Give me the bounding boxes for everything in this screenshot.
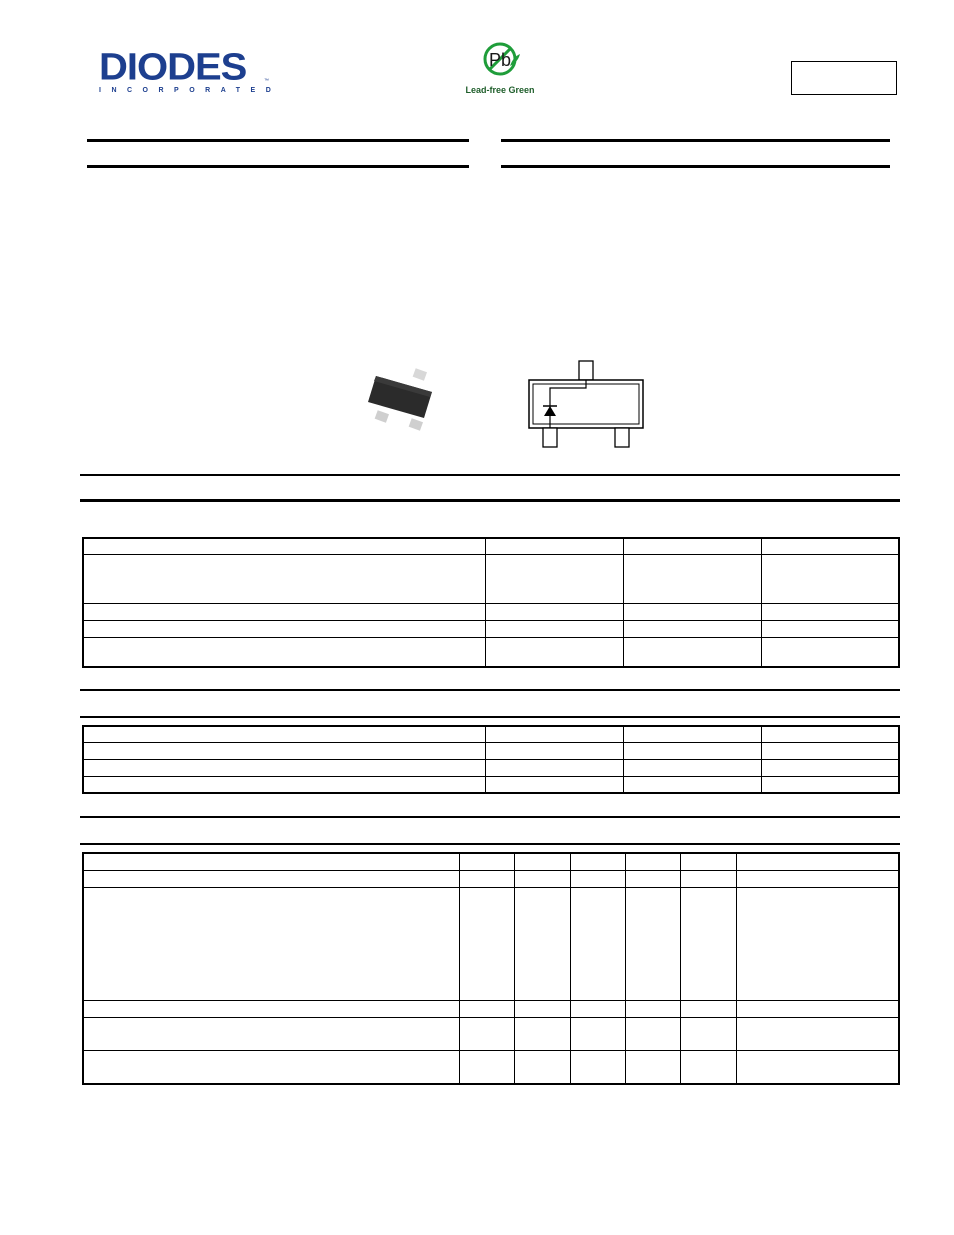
diodes-logo	[99, 46, 282, 96]
mechanical-rule-top	[501, 139, 890, 142]
table-row	[83, 603, 899, 620]
table-row	[83, 870, 899, 887]
table-row	[83, 726, 899, 742]
table-row	[83, 1000, 899, 1017]
section2-rule-top	[80, 689, 900, 691]
part-number-box	[791, 61, 897, 95]
mechanical-rule-bottom	[501, 165, 890, 168]
section2-rule-bottom	[80, 716, 900, 718]
pb-badge-icon	[462, 40, 538, 78]
table-row	[83, 1050, 899, 1084]
table-row	[83, 554, 899, 603]
logo-subtext: INCORPORATED	[99, 87, 282, 94]
electrical-table	[82, 852, 900, 1085]
table-row	[83, 1017, 899, 1050]
package-photo	[362, 366, 446, 432]
table-row	[83, 637, 899, 667]
table-row	[83, 759, 899, 776]
max-ratings-table	[82, 537, 900, 668]
thermal-table	[82, 725, 900, 794]
lead-free-badge	[462, 40, 538, 95]
section1-rule-bottom	[80, 499, 900, 502]
table-row	[83, 887, 899, 1000]
table-row	[83, 742, 899, 759]
section3-rule-top	[80, 816, 900, 818]
diode-schematic-icon	[526, 359, 646, 451]
schematic-diagram	[526, 359, 646, 451]
features-rule-top	[87, 139, 469, 142]
table-row	[83, 776, 899, 793]
sot23-package-icon	[362, 366, 446, 432]
badge-label: Lead-free Green	[465, 85, 535, 95]
logo-wordmark: DIODES	[99, 46, 247, 88]
features-rule-bottom	[87, 165, 469, 168]
pb-symbol: Pb	[488, 50, 512, 70]
table-row	[83, 538, 899, 554]
table-row	[83, 853, 899, 870]
logo-trademark: ™	[264, 78, 269, 84]
section3-rule-bottom	[80, 843, 900, 845]
table-row	[83, 620, 899, 637]
section1-rule-top	[80, 474, 900, 476]
